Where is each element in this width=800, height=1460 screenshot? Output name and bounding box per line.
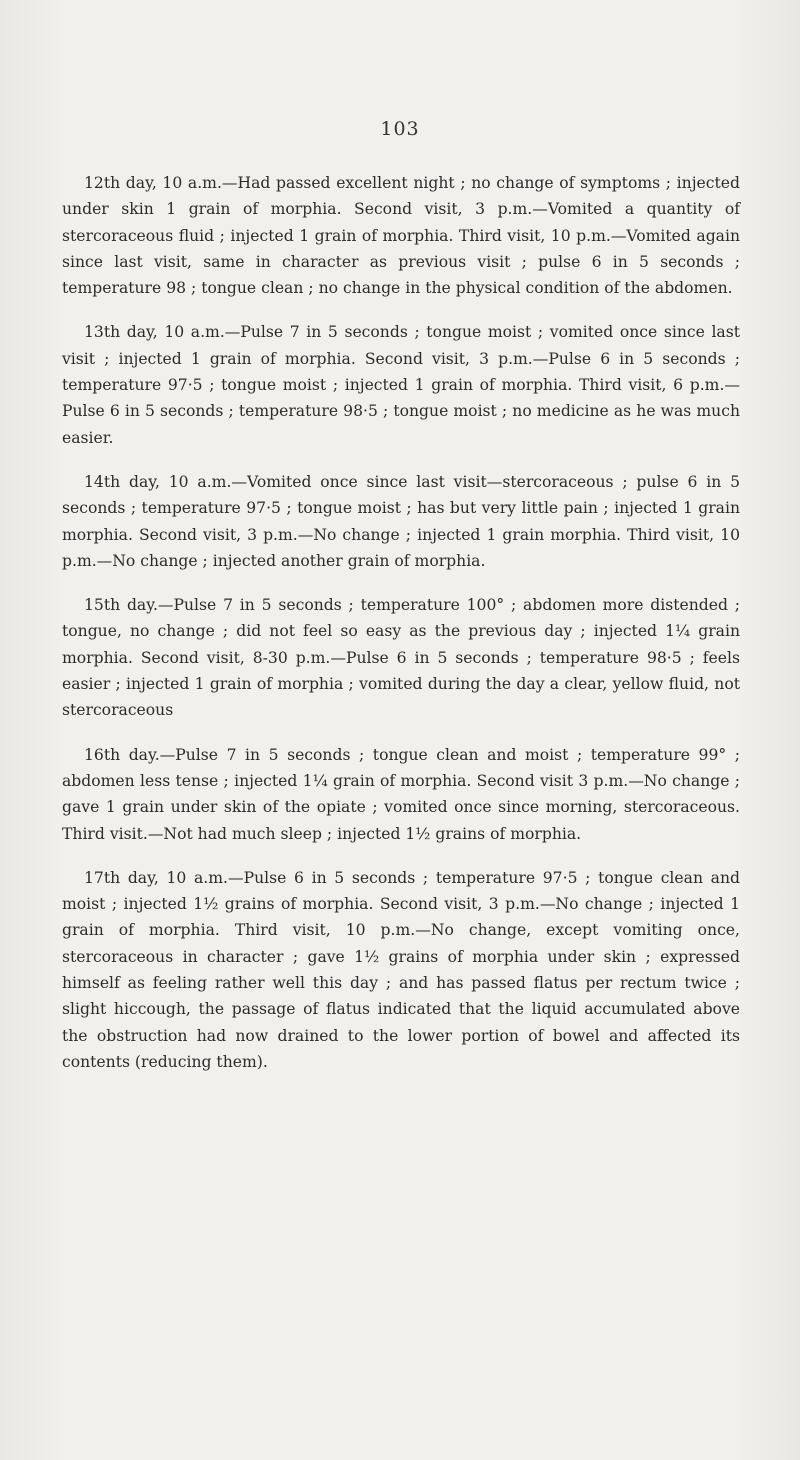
entry-day-15: 15th day.—Pulse 7 in 5 seconds ; temperature 100° ; abdomen more distended ; tongue, no change ; did not feel so easy as the previous day ; injected 1¼ grain morphia. Second visit, 8-30 p.m.—Pulse 6 in 5 seconds ; temperature 98·5 ; feels easier ; injected 1 grain of morphia ; vomited during the day a clear, yellow fluid, not stercoraceous	[62, 596, 740, 720]
case-notes-body	[62, 170, 740, 1075]
entry-day-13: 13th day, 10 a.m.—Pulse 7 in 5 seconds ; tongue moist ; vomited once since last visit ; injected 1 grain of morphia. Second visit, 3 p.m.—Pulse 6 in 5 seconds ; temperature 97·5 ; tongue moist ; injected 1 grain of morphia. Third visit, 6 p.m.—Pulse 6 in 5 seconds ; temperature 98·5 ; tongue moist ; no medicine as he was much easier.	[62, 323, 740, 447]
entry-day-17: 17th day, 10 a.m.—Pulse 6 in 5 seconds ; temperature 97·5 ; tongue clean and moist ; injected 1½ grains of morphia. Second visit, 3 p.m.—No change ; injected 1 grain of morphia. Third visit, 10 p.m.—No change, except vomiting once, stercoraceous in character ; gave 1½ grains of morphia under skin ; expressed himself as feeling rather well this day ; and has passed flatus per rectum twice ; slight hiccough, the passage of flatus indicated that the liquid accumulated above the obstruction had now drained to the lower portion of bowel and affected its contents (reducing them).	[62, 868, 740, 1071]
page-number: 103	[380, 118, 420, 140]
entry-day-16: 16th day.—Pulse 7 in 5 seconds ; tongue clean and moist ; temperature 99° ; abdomen less tense ; injected 1¼ grain of morphia. Second visit 3 p.m.—No change ; gave 1 grain under skin of the opiate ; vomited once since morning, stercoraceous. Third visit.—Not had much sleep ; injected 1½ grains of morphia.	[62, 745, 740, 843]
entry-day-14: 14th day, 10 a.m.—Vomited once since last visit—stercoraceous ; pulse 6 in 5 seconds ; temperature 97·5 ; tongue moist ; has but very little pain ; injected 1 grain morphia. Second visit, 3 p.m.—No change ; injected 1 grain morphia. Third visit, 10 p.m.—No change ; injected another grain of morphia.	[62, 472, 740, 570]
entry-day-12: 12th day, 10 a.m.—Had passed excellent night ; no change of symptoms ; injected under skin 1 grain of morphia. Second visit, 3 p.m.—Vomited a quantity of stercoraceous fluid ; injected 1 grain of morphia. Third visit, 10 p.m.—Vomited again since last visit, same in character as previous visit ; pulse 6 in 5 seconds ; temperature 98 ; tongue clean ; no change in the physical condition of the abdomen.	[62, 174, 740, 298]
